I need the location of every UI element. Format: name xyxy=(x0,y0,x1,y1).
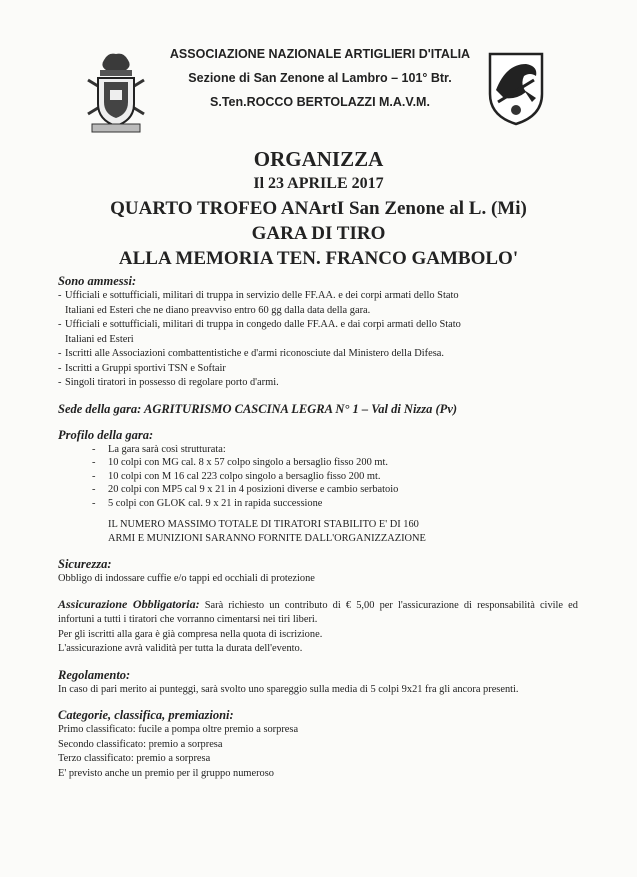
regolamento-heading: Regolamento: xyxy=(58,667,131,682)
list-item: - 5 colpi con GLOK cal. 9 x 21 in rapida successione xyxy=(92,497,578,511)
list-item: E' previsto anche un premio per il gruppo numeroso xyxy=(58,767,274,779)
profilo-heading: Profilo della gara: xyxy=(58,427,154,442)
list-item: - Ufficiali e sottufficiali, militari di truppa in congedo dalle FF.AA. e dai corpi armati dello Stato Italiani ed Esteri xyxy=(58,318,578,347)
header xyxy=(0,0,637,140)
sede-line: Sede della gara: AGRITURISMO CASCINA LEGRA N° 1 – Val di Nizza (Pv) xyxy=(58,401,458,416)
memorial-title: ALLA MEMORIA TEN. FRANCO GAMBOLO' xyxy=(118,248,519,269)
event-date: Il 23 APRILE 2017 xyxy=(253,175,384,192)
list-item: - Ufficiali e sottufficiali, militari di truppa in servizio delle FF.AA. e dei corpi armati dello Stato Italiani ed Esteri che ne diano preavviso entro 60 gg dalla data della gara. xyxy=(58,289,578,318)
artillery-crest-icon xyxy=(86,52,146,136)
list-item: - Iscritti a Gruppi sportivi TSN e Softair xyxy=(58,362,578,377)
organizza-title: ORGANIZZA xyxy=(253,147,384,171)
list-item: Terzo classificato: premio a sorpresa xyxy=(58,753,211,765)
assicurazione-text: Sarà richiesto un contributo di € 5,00 per l'assicurazione di responsabilità civile ed infortuni a tutti i tiratori che vorranno cimentarsi nei tiri liberi. xyxy=(58,599,578,626)
list-item: Primo classificato: fucile a pompa oltre premio a sorpresa xyxy=(58,724,299,736)
max-shooters-note: IL NUMERO MASSIMO TOTALE DI TIRATORI STABILITO E' DI 160 xyxy=(108,519,419,531)
dedication: S.Ten.ROCCO BERTOLAZZI M.A.V.M. xyxy=(210,95,430,109)
eagle-shield-icon xyxy=(486,50,546,126)
flyer-body xyxy=(58,273,578,781)
weapons-note: ARMI E MUNIZIONI SARANNO FORNITE DALL'ORGANIZZAZIONE xyxy=(108,533,426,545)
assicurazione-heading: Assicurazione Obbligatoria: xyxy=(58,596,200,611)
sicurezza-heading: Sicurezza: xyxy=(58,557,112,572)
section-name: Sezione di San Zenone al Lambro – 101° Btr. xyxy=(188,71,452,85)
event-title: GARA DI TIRO xyxy=(251,223,386,244)
list-item: - 20 colpi con MP5 cal 9 x 21 in 4 posizioni diverse e cambio serbatoio xyxy=(92,483,578,497)
list-item: - 10 colpi con M 16 cal 223 colpo singolo a bersaglio fisso 200 mt. xyxy=(92,470,578,484)
assicurazione-line2: Per gli iscritti alla gara è già compresa nella quota di iscrizione. xyxy=(58,628,323,640)
ammessi-heading: Sono ammessi: xyxy=(58,274,137,288)
sicurezza-text: Obbligo di indossare cuffie e/o tappi ed occhiali di protezione xyxy=(58,573,315,585)
list-item: - Iscritti alle Associazioni combattentistiche e d'armi riconosciute dal Ministero della Difesa. xyxy=(58,347,578,362)
trophy-title: QUARTO TROFEO ANArtI San Zenone al L. (Mi) xyxy=(110,198,527,219)
assicurazione-line3: L'assicurazione avrà validità per tutta la durata dell'evento. xyxy=(58,643,303,655)
title-block xyxy=(0,146,637,271)
association-name: ASSOCIAZIONE NAZIONALE ARTIGLIERI D'ITALIA xyxy=(169,47,471,61)
regolamento-text: In caso di pari merito ai punteggi, sarà svolto uno spareggio sulla media di 5 colpi 9x21 fra gli ancora presenti. xyxy=(58,683,519,695)
list-item: - La gara sarà così strutturata: xyxy=(92,443,578,457)
assicurazione-block xyxy=(58,597,578,628)
list-item: - Singoli tiratori in possesso di regolare porto d'armi. xyxy=(58,376,578,391)
categorie-heading: Categorie, classifica, premiazioni: xyxy=(58,708,234,723)
header-text xyxy=(150,44,490,112)
profilo-notes xyxy=(108,518,578,546)
profilo-list xyxy=(92,443,578,511)
categorie-list xyxy=(58,723,578,781)
list-item: - 10 colpi con MG cal. 8 x 57 colpo singolo a bersaglio fisso 200 mt. xyxy=(92,456,578,470)
list-item: Secondo classificato: premio a sorpresa xyxy=(58,738,223,750)
ammessi-list xyxy=(58,289,578,391)
